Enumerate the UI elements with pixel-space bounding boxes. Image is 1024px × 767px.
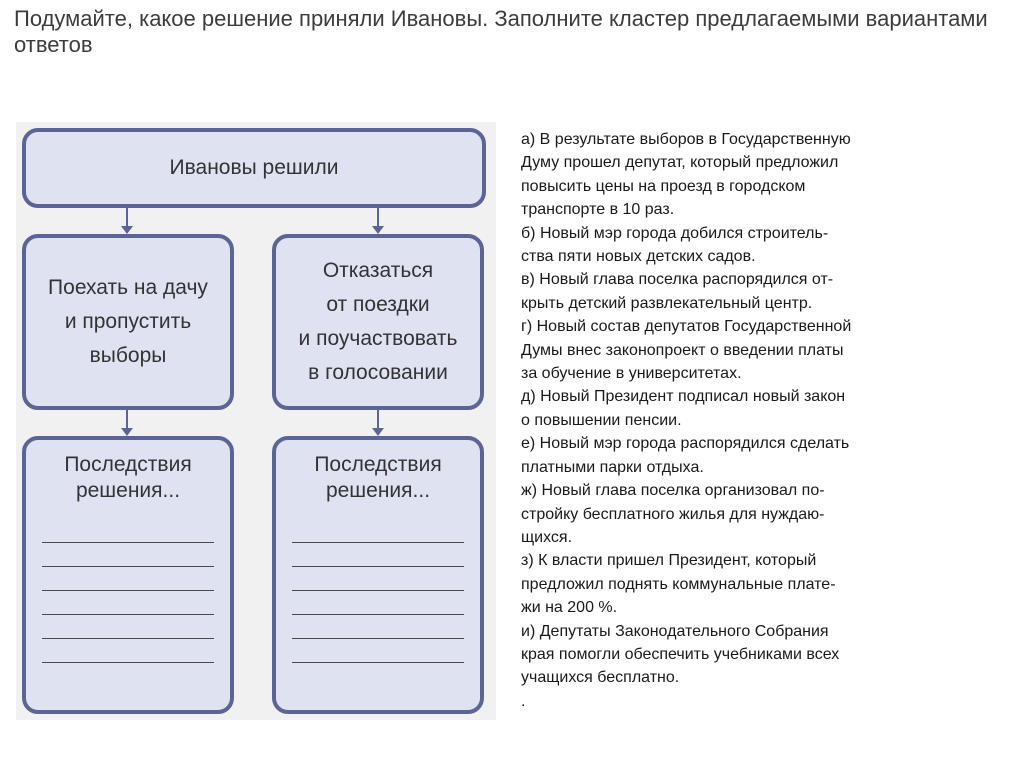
answer-line	[292, 638, 464, 639]
answer-line	[42, 542, 214, 543]
answer-line	[42, 614, 214, 615]
root-box	[22, 128, 486, 208]
right-choice-box	[272, 234, 484, 410]
cluster-diagram	[16, 122, 496, 720]
answer-options-list	[521, 128, 951, 713]
option-e: е) Новый мэр города распорядился сделать платными парки отдыха.	[521, 435, 850, 476]
answer-line	[292, 542, 464, 543]
option-d: д) Новый Президент подписал новый закон о повышении пенсии.	[521, 388, 846, 429]
option-a: а) В результате выборов в Государственную Думу прошел депутат, который предложил повысить цены на проезд в городском транспорте в 10 раз.	[521, 131, 851, 219]
arrow-root-right	[377, 208, 379, 228]
option-zh: ж) Новый глава поселка организовал по- стройку бесплатного жилья для нуждаю- щихся.	[521, 482, 825, 546]
answer-line	[292, 662, 464, 663]
answer-line	[292, 614, 464, 615]
option-v: в) Новый глава поселка распорядился от- крыть детский развлекательный центр.	[521, 271, 834, 312]
left-choice-label: Поехать на дачу и пропустить выборы	[48, 276, 208, 367]
left-choice-box	[22, 234, 234, 410]
left-consequences-box	[22, 436, 234, 714]
trailing-dot: .	[521, 692, 526, 710]
right-consequences-box	[272, 436, 484, 714]
answer-line	[292, 590, 464, 591]
slide-title: Подумайте, какое решение приняли Ивановы. Заполните кластер предлагаемыми вариантами ответов	[14, 6, 988, 57]
option-i: и) Депутаты Законодательного Собрания края помогли обеспечить учебниками всех учащихся бесплатно.	[521, 622, 840, 687]
left-consequences-label: Последствия решения...	[64, 453, 192, 502]
right-choice-label: Отказаться от поездки и поучаствовать в голосовании	[298, 259, 458, 384]
right-consequences-label: Последствия решения...	[314, 453, 442, 502]
arrow-root-left	[126, 208, 128, 228]
answer-line	[42, 566, 214, 567]
answer-line	[42, 590, 214, 591]
option-z: з) К власти пришел Президент, который предложил поднять коммунальные плате- жи на 200 %.	[521, 552, 836, 617]
root-label: Ивановы решили	[169, 156, 339, 179]
option-g: г) Новый состав депутатов Государственной Думы внес законопроект о введении платы за обучение в университетах.	[521, 318, 852, 383]
arrow-left-down	[126, 410, 128, 430]
arrow-right-down	[377, 410, 379, 430]
option-b: б) Новый мэр города добился строитель- ства пяти новых детских садов.	[521, 224, 829, 266]
answer-line	[42, 638, 214, 639]
answer-line	[292, 566, 464, 567]
answer-line	[42, 662, 214, 663]
